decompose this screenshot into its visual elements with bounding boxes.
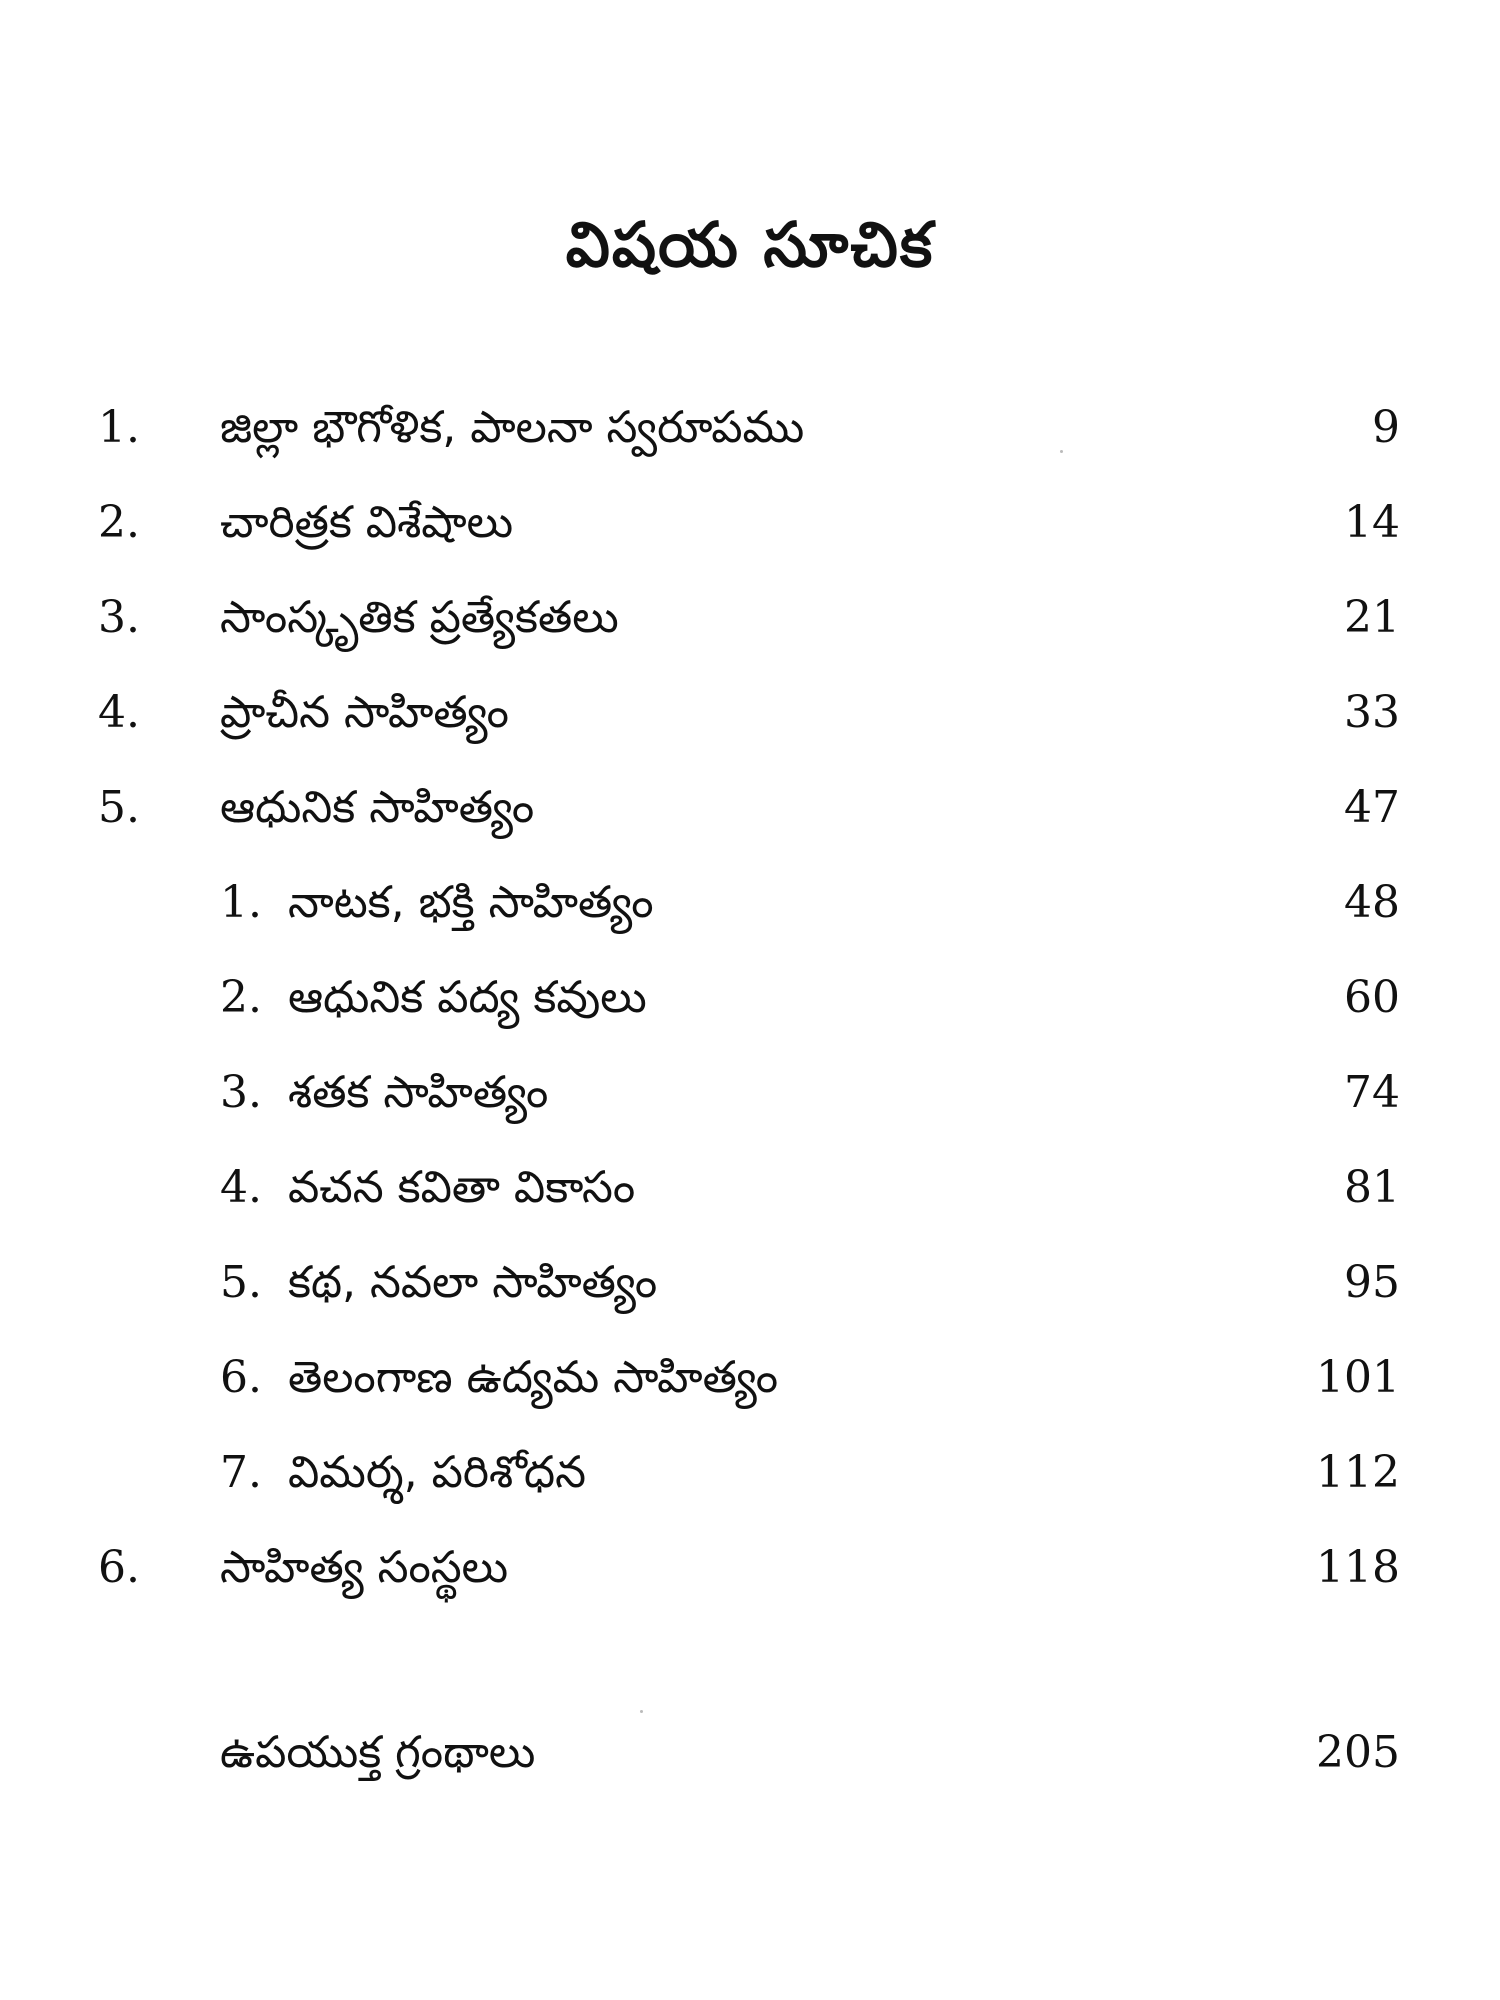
- subentry-number: 1.: [220, 877, 262, 928]
- entry-label: సాహిత్య సంస్థలు: [220, 1542, 509, 1593]
- subentry-label: కథ, నవలా సాహిత్యం: [288, 1257, 658, 1308]
- scan-speck: [640, 1710, 643, 1713]
- subentry-number: 5.: [220, 1257, 262, 1308]
- toc-subentry: [0, 1425, 1500, 1520]
- table-of-contents: [0, 380, 1500, 1615]
- toc-entry: [0, 665, 1500, 760]
- toc-subentry: [0, 1235, 1500, 1330]
- toc-subentry: [0, 1045, 1500, 1140]
- scan-speck: [1060, 450, 1063, 453]
- entry-page: 47: [1344, 782, 1400, 833]
- subentry-page: 81: [1344, 1162, 1400, 1213]
- entry-label: జిల్లా భౌగోళిక, పాలనా స్వరూపము: [220, 402, 805, 453]
- subentry-page: 101: [1316, 1352, 1400, 1403]
- references-label: ఉపయుక్త గ్రంథాలు: [220, 1727, 536, 1778]
- subentry-page: 48: [1344, 877, 1400, 928]
- subentry-number: 6.: [220, 1352, 262, 1403]
- subentry-number: 3.: [220, 1067, 262, 1118]
- entry-label: ఆధునిక సాహిత్యం: [220, 782, 535, 833]
- subentry-label: తెలంగాణ ఉద్యమ సాహిత్యం: [288, 1352, 779, 1403]
- subentry-page: 112: [1316, 1447, 1400, 1498]
- page-title: విషయ సూచిక: [565, 208, 935, 281]
- subentry-label: ఆధునిక పద్య కవులు: [288, 972, 647, 1023]
- entry-number: 5.: [98, 782, 140, 833]
- entry-label: ప్రాచీన సాహిత్యం: [220, 687, 509, 738]
- entry-page: 21: [1344, 592, 1400, 643]
- entry-label: చారిత్రక విశేషాలు: [220, 497, 514, 548]
- subentry-page: 95: [1344, 1257, 1400, 1308]
- references-page: 205: [1316, 1727, 1400, 1778]
- entry-number: 6.: [98, 1542, 140, 1593]
- references-entry: [0, 1705, 1500, 1800]
- entry-label: సాంస్కృతిక ప్రత్యేకతలు: [220, 592, 619, 643]
- entry-number: 1.: [98, 402, 140, 453]
- entry-page: 33: [1344, 687, 1400, 738]
- subentry-label: విమర్శ, పరిశోధన: [288, 1447, 587, 1498]
- subentry-label: శతక సాహిత్యం: [288, 1067, 549, 1118]
- subentry-label: నాటక, భక్తి సాహిత్యం: [288, 877, 654, 928]
- entry-page: 118: [1316, 1542, 1400, 1593]
- subentry-page: 74: [1344, 1067, 1400, 1118]
- toc-entry: [0, 570, 1500, 665]
- entry-page: 9: [1372, 402, 1400, 453]
- toc-subentry: [0, 1330, 1500, 1425]
- entry-number: 4.: [98, 687, 140, 738]
- toc-entry: [0, 760, 1500, 855]
- subentry-number: 7.: [220, 1447, 262, 1498]
- toc-entry: [0, 475, 1500, 570]
- subentry-page: 60: [1344, 972, 1400, 1023]
- subentry-label: వచన కవితా వికాసం: [288, 1162, 636, 1213]
- entry-page: 14: [1344, 497, 1400, 548]
- subentry-number: 4.: [220, 1162, 262, 1213]
- toc-subentry: [0, 855, 1500, 950]
- entry-number: 3.: [98, 592, 140, 643]
- subentry-number: 2.: [220, 972, 262, 1023]
- entry-number: 2.: [98, 497, 140, 548]
- toc-subentry: [0, 950, 1500, 1045]
- toc-subentry: [0, 1140, 1500, 1235]
- toc-entry: [0, 380, 1500, 475]
- toc-entry: [0, 1520, 1500, 1615]
